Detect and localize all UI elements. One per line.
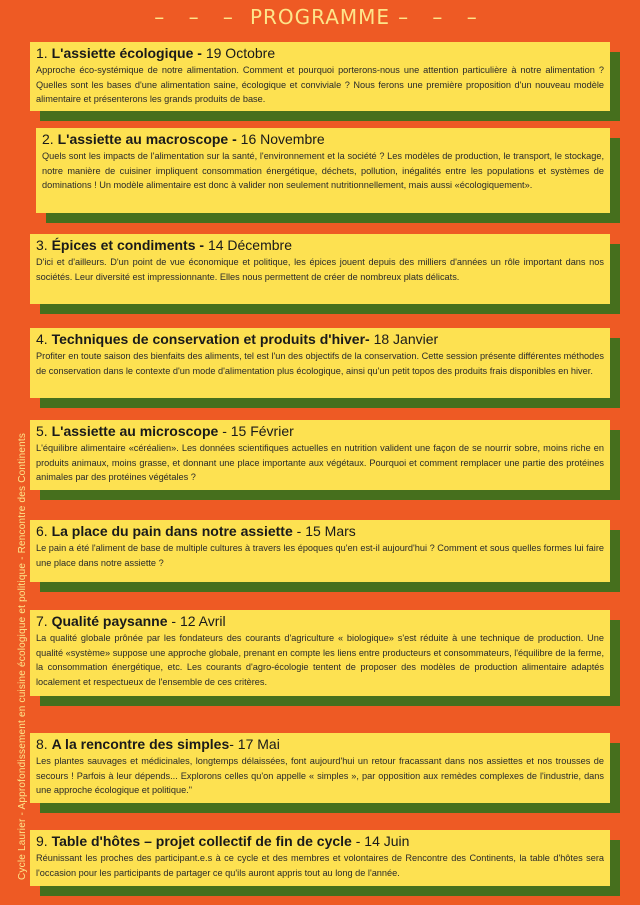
session-description-8: Les plantes sauvages et médicinales, longtemps délaissées, font aujourd'hui un retour fracassant dans nos assiettes et nos trousses de secours ! Parfois à leur dépends... Explorons celles qu'on appelle « simples », par opposition aux remèdes complexes de l'industrie, dans une approche écologique et politique."	[36, 756, 604, 796]
side-caption: Cycle Laurier - Approfondissement en cuisine écologique et politique - Rencontre des Continents	[17, 432, 28, 880]
card-box	[30, 830, 610, 886]
session-card-1	[30, 42, 610, 111]
session-card-3	[30, 234, 610, 304]
session-title-5	[36, 422, 604, 440]
session-number: 9.	[36, 833, 48, 849]
session-number: 6.	[36, 523, 48, 539]
card-box	[30, 328, 610, 398]
session-name: L'assiette au macroscope -	[57, 131, 241, 147]
session-date: 14 Décembre	[207, 237, 292, 253]
session-title-4	[36, 330, 604, 348]
session-description-2: Quels sont les impacts de l'alimentation sur la santé, l'environnement et la société ? Les modèles de production, le transport, le stockage, notre manière de cuisiner impliquent consommation énergétique, déchets, pollution, inégalités entre les populations et systèmes de dominations ! Un modèle alimentaire est donc à valider non seulement nutritionnellement, mais aussi «écologiquement».	[42, 151, 604, 191]
session-date: 16 Novembre	[240, 131, 325, 147]
session-name: L'assiette écologique -	[51, 45, 206, 61]
session-number: 1.	[36, 45, 48, 61]
session-number: 4.	[36, 331, 48, 347]
card-box	[30, 234, 610, 304]
session-description-7: La qualité globale prônée par les fondateurs des courants d'agriculture « biologique» s'est réduite à une technique de production. Une qualité «système» suppose une approche globale, prenant en compte les liens entre producteurs et consommateurs, l'équilibre de la ferme, la consommation énergétique, etc. Les courants d'agro-écologie tentent de proposer des modèles de production alimentaire adaptés localement et respectueux de l'ensemble de ces critères.	[36, 633, 604, 687]
session-title-9	[36, 832, 604, 850]
session-date: - 15 Février	[218, 423, 294, 439]
session-card-2	[36, 128, 610, 213]
session-name: La place du pain dans notre assiette	[51, 523, 293, 539]
session-description-3: D'ici et d'ailleurs. D'un point de vue économique et politique, les épices jouent depuis des milliers d'années un rôle important dans nos sociétés. Leur diversité est impressionnante. Elles nous permettent de créer de nombreux plats délicats.	[36, 257, 604, 282]
session-card-7	[30, 610, 610, 696]
page-title: PROGRAMME	[249, 5, 391, 29]
session-description-1: Approche éco-systémique de notre alimentation. Comment et pourquoi porterons-nous une attention particulière à notre alimentation ? Quelles sont les bases d'une alimentation saine, écologique et conviviale ? Nous ferons une première proposition d'un nouveau modèle alimentaire et présenterons les grands produits de base.	[36, 65, 604, 105]
session-date: - 17 Mai	[229, 736, 280, 752]
session-date: - 15 Mars	[292, 523, 356, 539]
card-box	[36, 128, 610, 213]
session-description-5: L'équilibre alimentaire «céréalien». Les données scientifiques actuelles en nutrition valident une façon de se nourrir sobre, moins riche en produits animaux, moins grasse, et donnant une place importante aux végétaux. Pourquoi et comment remplacer une partie des protéines animales par des protéines végétales ?	[36, 443, 604, 483]
session-description-4: Profiter en toute saison des bienfaits des aliments, tel est l'un des objectifs de la conservation. Cette session présente différentes méthodes de conservation dans le contexte d'un mode d'alimentation plus écologique, ainsi qu'un petit topos des produits frais disponibles en hiver.	[36, 351, 604, 376]
card-box	[30, 610, 610, 696]
session-number: 2.	[42, 131, 54, 147]
session-date: - 14 Juin	[351, 833, 410, 849]
session-title-7	[36, 612, 604, 630]
card-box	[30, 520, 610, 582]
session-name: Table d'hôtes – projet collectif de fin de cycle	[51, 833, 352, 849]
session-name: A la rencontre des simples	[51, 736, 230, 752]
session-name: L'assiette au microscope	[51, 423, 219, 439]
session-number: 5.	[36, 423, 48, 439]
card-box	[30, 42, 610, 111]
session-name: Techniques de conservation et produits d'hiver-	[51, 331, 374, 347]
session-title-3	[36, 236, 604, 254]
card-box	[30, 420, 610, 490]
session-number: 8.	[36, 736, 48, 752]
session-title-1	[36, 44, 604, 62]
session-card-8	[30, 733, 610, 803]
session-title-6	[36, 522, 604, 540]
session-card-9	[30, 830, 610, 886]
session-card-6	[30, 520, 610, 582]
session-date: 18 Janvier	[373, 331, 439, 347]
session-description-9: Réunissant les proches des participant.e.s à ce cycle et des membres et volontaires de Rencontre des Continents, la table d'hôtes sera l'occasion pour les participants de partager ce qu'ils auront appris tout au long de l'année.	[36, 853, 604, 878]
session-name: Qualité paysanne	[51, 613, 168, 629]
session-title-8	[36, 735, 604, 753]
page-header	[0, 2, 640, 32]
session-number: 3.	[36, 237, 48, 253]
session-description-6: Le pain a été l'aliment de base de multiple cultures à travers les époques qu'en est-il aujourd'hui ? Comment et sous quelles formes lui faire une place dans notre assiette ?	[36, 543, 604, 568]
session-date: 19 Octobre	[205, 45, 276, 61]
card-box	[30, 733, 610, 803]
session-date: - 12 Avril	[167, 613, 226, 629]
session-card-4	[30, 328, 610, 398]
session-number: 7.	[36, 613, 48, 629]
session-card-5	[30, 420, 610, 490]
session-name: Épices et condiments -	[51, 237, 208, 253]
session-title-2	[42, 130, 604, 148]
header-dashes-left: – – –	[154, 5, 242, 29]
header-dashes-right: – – –	[398, 5, 486, 29]
